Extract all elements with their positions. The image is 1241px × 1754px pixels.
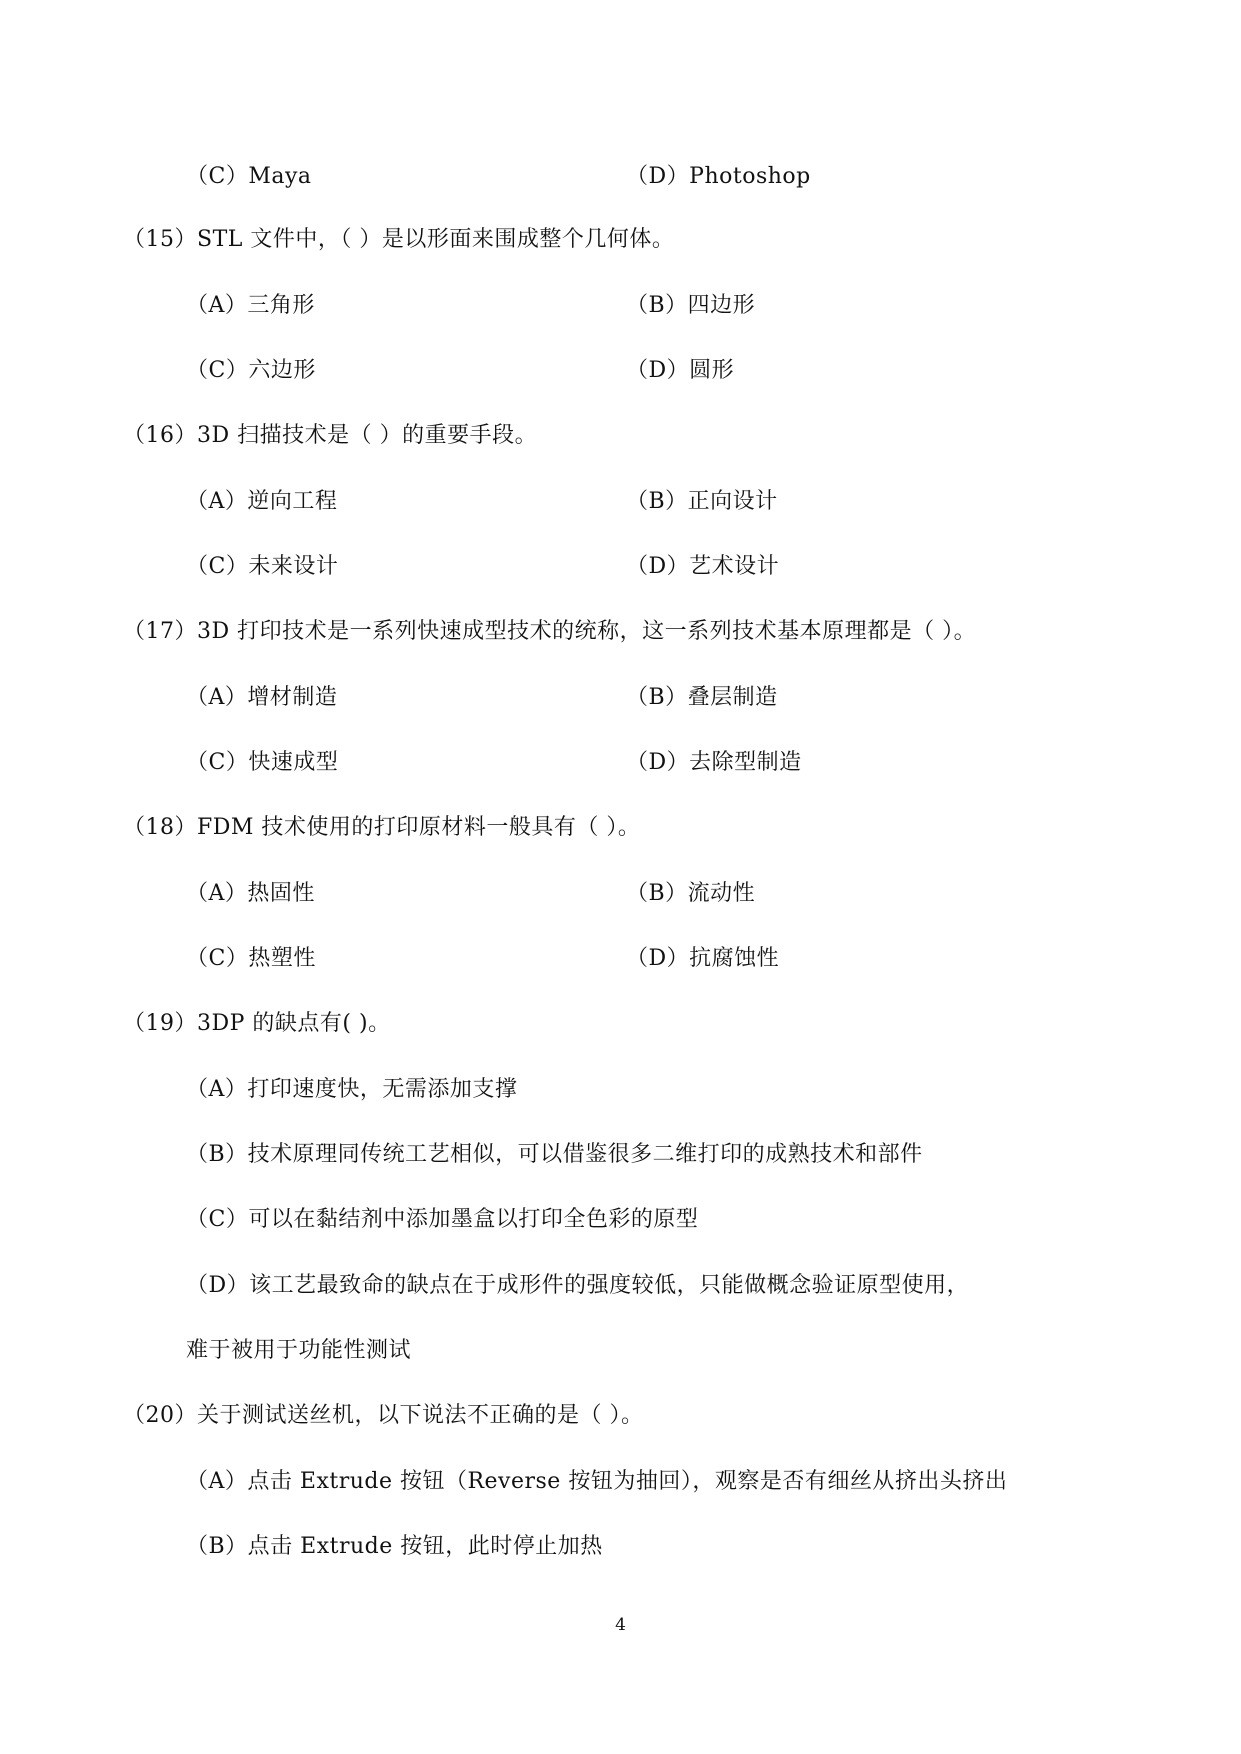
question-18-option-d: （D）抗腐蚀性: [626, 946, 780, 971]
question-16-option-c: （C）未来设计: [186, 554, 339, 579]
question-15-stem: （15）STL 文件中，（ ）是以形面来围成整个几何体。: [123, 227, 675, 252]
question-16-option-b: （B）正向设计: [626, 489, 778, 514]
question-15-option-d: （D）圆形: [626, 358, 735, 383]
question-18-stem: （18）FDM 技术使用的打印原材料一般具有（ ）。: [123, 815, 641, 840]
question-16-option-d: （D）艺术设计: [626, 554, 780, 579]
question-18-option-a: （A）热固性: [186, 881, 315, 906]
question-19-option-a: （A）打印速度快，无需添加支撑: [186, 1077, 518, 1102]
question-16-option-a: （A）逆向工程: [186, 489, 338, 514]
question-19-option-d-continued: 难于被用于功能性测试: [186, 1338, 412, 1363]
question-17-option-b: （B）叠层制造: [626, 685, 778, 710]
question-18-option-c: （C）热塑性: [186, 946, 316, 971]
question-18-option-b: （B）流动性: [626, 881, 756, 906]
option-c-continued: （C）Maya: [186, 164, 312, 189]
question-19-option-c: （C）可以在黏结剂中添加墨盒以打印全色彩的原型: [186, 1207, 699, 1232]
question-20-option-b: （B）点击 Extrude 按钮，此时停止加热: [186, 1534, 603, 1559]
question-15-option-c: （C）六边形: [186, 358, 316, 383]
question-17-option-d: （D）去除型制造: [626, 750, 802, 775]
question-15-option-a: （A）三角形: [186, 293, 315, 318]
page-number: 4: [615, 1615, 626, 1635]
question-19-option-d: （D）该工艺最致命的缺点在于成形件的强度较低，只能做概念验证原型使用，: [186, 1273, 970, 1298]
question-20-option-a: （A）点击 Extrude 按钮（Reverse 按钮为抽回），观察是否有细丝从挤出头挤出: [186, 1469, 1008, 1494]
question-19-option-b: （B）技术原理同传统工艺相似，可以借鉴很多二维打印的成熟技术和部件: [186, 1142, 923, 1167]
question-20-stem: （20）关于测试送丝机，以下说法不正确的是（ ）。: [123, 1403, 644, 1428]
question-17-option-a: （A）增材制造: [186, 685, 338, 710]
question-16-stem: （16）3D 扫描技术是（ ）的重要手段。: [123, 423, 538, 448]
option-d-continued: （D）Photoshop: [626, 164, 811, 189]
question-17-option-c: （C）快速成型: [186, 750, 339, 775]
question-15-option-b: （B）四边形: [626, 293, 756, 318]
question-19-stem: （19）3DP 的缺点有( )。: [123, 1011, 391, 1036]
question-17-stem: （17）3D 打印技术是一系列快速成型技术的统称，这一系列技术基本原理都是（ ）。: [123, 619, 977, 644]
